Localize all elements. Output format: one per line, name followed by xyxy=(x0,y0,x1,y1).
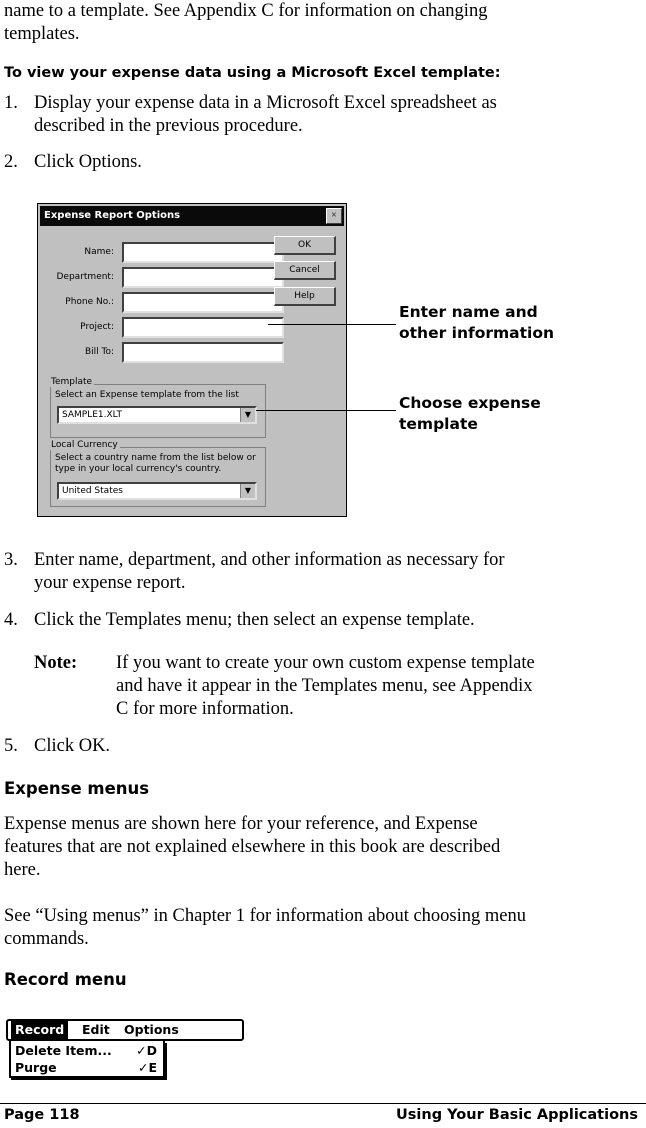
step-text-line: described in the previous procedure. xyxy=(34,116,303,136)
note-text-line: and have it appear in the Templates menu, see Appendix xyxy=(116,676,533,696)
intro-paragraph xyxy=(4,0,644,46)
name-label: Name: xyxy=(84,247,114,257)
callout-line-text: template xyxy=(399,415,478,433)
paragraph-line: features that are not explained elsewhere in this book are described xyxy=(4,837,501,857)
menu-item-delete[interactable] xyxy=(15,1042,157,1059)
currency-selected-value: United States xyxy=(62,486,123,496)
currency-instruction-line: Select a country name from the list below or xyxy=(55,453,256,463)
expense-report-options-dialog xyxy=(37,203,347,517)
excel-procedure-heading: To view your expense data using a Microsoft Excel template: xyxy=(4,65,501,81)
dropdown-arrow-icon[interactable]: ▼ xyxy=(240,408,255,422)
callout-line-text: Choose expense xyxy=(399,394,541,412)
note-text-line: If you want to create your own custom expense template xyxy=(116,653,535,673)
department-label: Department: xyxy=(56,272,114,282)
record-menu-heading: Record menu xyxy=(4,970,127,989)
menu-record[interactable]: Record xyxy=(11,1021,68,1039)
menu-shortcut: ✓D xyxy=(136,1043,157,1058)
cancel-button[interactable]: Cancel xyxy=(274,261,336,280)
footer-rule xyxy=(0,1103,646,1104)
paragraph-line: here. xyxy=(4,860,41,880)
step-number: 3. xyxy=(4,550,18,570)
intro-line: name to a template. See Appendix C for information on changing xyxy=(4,1,488,21)
step-text-line: Display your expense data in a Microsoft Excel spreadsheet as xyxy=(34,93,497,113)
footer-chapter-title: Using Your Basic Applications xyxy=(396,1107,638,1123)
callout-line-text: Enter name and xyxy=(399,303,538,321)
currency-instruction-line: type in your local currency's country. xyxy=(55,464,222,474)
palm-menu-bar xyxy=(6,1019,244,1041)
footer-page-number: Page 118 xyxy=(4,1107,80,1123)
menu-item-label: Purge xyxy=(15,1060,57,1075)
step-text: Click the Templates menu; then select an expense template. xyxy=(34,610,475,630)
local-currency-group xyxy=(50,440,266,507)
step-number: 4. xyxy=(4,610,18,630)
step-4 xyxy=(0,609,646,632)
expense-menus-paragraph xyxy=(4,813,644,882)
step-number: 5. xyxy=(4,736,18,756)
callout-template xyxy=(399,393,541,435)
step-text: Click OK. xyxy=(34,736,111,756)
paragraph-line: commands. xyxy=(4,929,89,949)
template-selected-value: SAMPLE1.XLT xyxy=(62,410,122,420)
menu-item-label: Delete Item... xyxy=(15,1043,112,1058)
dropdown-arrow-icon[interactable]: ▼ xyxy=(240,484,255,498)
project-label: Project: xyxy=(80,322,114,332)
phone-label: Phone No.: xyxy=(65,297,114,307)
note-text xyxy=(116,652,644,721)
template-instruction: Select an Expense template from the list xyxy=(55,390,239,400)
note-label: Note: xyxy=(34,653,78,673)
record-menu-dropdown xyxy=(9,1041,165,1078)
intro-line: templates. xyxy=(4,24,80,44)
step-1 xyxy=(0,92,646,138)
callout-line-text: other information xyxy=(399,324,555,342)
template-select[interactable] xyxy=(57,406,257,424)
step-text: Click Options. xyxy=(34,152,142,172)
paragraph-line: See “Using menus” in Chapter 1 for information about choosing menu xyxy=(4,906,527,926)
currency-select[interactable] xyxy=(57,482,257,500)
menu-shortcut: ✓E xyxy=(137,1060,157,1075)
template-group xyxy=(50,377,266,438)
note xyxy=(0,652,646,722)
currency-group-title: Local Currency xyxy=(51,440,118,450)
note-text-line: C for more information. xyxy=(116,699,294,719)
paragraph-line: Expense menus are shown here for your reference, and Expense xyxy=(4,814,478,834)
callout-line-name xyxy=(268,324,396,325)
menu-options[interactable]: Options xyxy=(124,1022,179,1037)
callout-name-info xyxy=(399,302,554,344)
bill-to-label: Bill To: xyxy=(84,347,114,357)
step-2 xyxy=(0,151,646,174)
step-number: 1. xyxy=(4,93,18,113)
name-field[interactable] xyxy=(122,242,284,263)
dialog-title: Expense Report Options xyxy=(40,206,344,226)
step-text xyxy=(34,549,634,595)
bill-to-field[interactable] xyxy=(122,342,284,363)
project-field[interactable] xyxy=(122,317,284,338)
menu-edit[interactable]: Edit xyxy=(82,1022,110,1037)
using-menus-paragraph xyxy=(4,905,644,951)
callout-line-template xyxy=(256,410,396,411)
step-text-line: Enter name, department, and other information as necessary for xyxy=(34,550,505,570)
template-group-title: Template xyxy=(51,377,93,387)
menu-item-purge[interactable] xyxy=(15,1059,157,1076)
expense-menus-heading: Expense menus xyxy=(4,779,150,798)
step-5 xyxy=(0,735,646,758)
step-text-line: your expense report. xyxy=(34,573,186,593)
step-number: 2. xyxy=(4,152,18,172)
ok-button[interactable]: OK xyxy=(274,236,336,255)
step-3 xyxy=(0,549,646,595)
phone-field[interactable] xyxy=(122,292,284,313)
department-field[interactable] xyxy=(122,267,284,288)
step-text xyxy=(34,92,634,138)
close-icon[interactable]: × xyxy=(326,208,342,224)
help-button[interactable]: Help xyxy=(274,287,336,306)
